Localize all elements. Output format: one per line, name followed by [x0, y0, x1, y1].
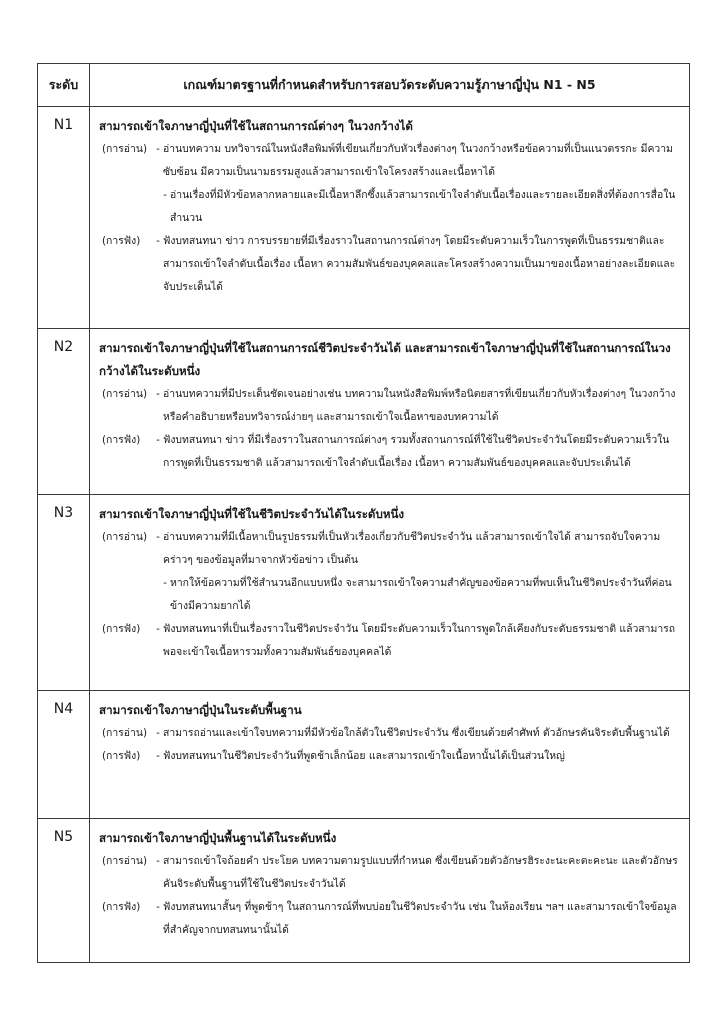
- reading-criterion: (การอ่าน) - สามารถอ่านและเข้าใจบทความที่มีหัวข้อใกล้ตัวในชีวิตประจำวัน ซึ่งเขียนด้วยคำศัพท์ ตัวอักษรคันจิระดับพื้นฐานได้: [99, 722, 681, 745]
- level-summary: สามารถเข้าใจภาษาญี่ปุ่นในระดับพื้นฐาน: [99, 703, 302, 717]
- level-column-header: ระดับ: [38, 64, 90, 107]
- reading-text: อ่านเรื่องที่มีหัวข้อหลากหลายและมีเนื้อหาลึกซึ้งแล้วสามารถเข้าใจลำดับเนื้อเรื่องและรายละเอียดสิ่งที่ต้องการสื่อในสำนวน: [170, 189, 676, 224]
- level-label: N3: [38, 495, 90, 691]
- criteria-cell: [90, 107, 690, 329]
- reading-criterion: (การอ่าน) - อ่านบทความที่มีเนื้อหาเป็นรูปธรรมที่เป็นหัวเรื่องเกี่ยวกับชีวิตประจำวัน แล้วสามารถเข้าใจได้ สามารถจับใจความคร่าวๆ ของข้อมูลที่มาจากหัวข้อข่าว เป็นต้น: [99, 526, 681, 572]
- reading-tag: (การอ่าน): [102, 727, 147, 739]
- listening-tag: (การฟัง): [102, 901, 141, 913]
- listening-criterion: (การฟัง) - ฟังบทสนทนา ข่าว การบรรยายที่มีเรื่องราวในสถานการณ์ต่างๆ โดยมีระดับความเร็วในการพูดที่เป็นธรรมชาติและสามารถเข้าใจลำดับเนื้อเรื่อง เนื้อหา ความสัมพันธ์ของบุคคลและโครงสร้างความเป็นมาของเนื้อหาอย่างละเอียดและจับประเด็นได้: [99, 230, 681, 299]
- reading-criterion: (การอ่าน) - สามารถเข้าใจถ้อยคำ ประโยค บทความตามรูปแบบที่กำหนด ซึ่งเขียนด้วยตัวอักษรฮิระงะนะคะตะคะนะ และตัวอักษรคันจิระดับพื้นฐานที่ใช้ในชีวิตประจำวันได้: [99, 850, 681, 896]
- criteria-cell: [90, 819, 690, 963]
- level-label: N2: [38, 329, 90, 495]
- listening-text: ฟังบทสนทนาสั้นๆ ที่พูดช้าๆ ในสถานการณ์ที่พบบ่อยในชีวิตประจำวัน เช่น ในห้องเรียน ฯลฯ และสามารถเข้าใจข้อมูลที่สำคัญจากบทสนทนานั้นได้: [163, 901, 677, 936]
- listening-tag: (การฟัง): [102, 235, 141, 247]
- criteria-cell: [90, 329, 690, 495]
- level-summary: สามารถเข้าใจภาษาญี่ปุ่นพื้นฐานได้ในระดับหนึ่ง: [99, 831, 337, 845]
- listening-criterion: (การฟัง) - ฟังบทสนทนา ข่าว ที่มีเรื่องราวในสถานการณ์ต่างๆ รวมทั้งสถานการณ์ที่ใช้ในชีวิตประจำวันโดยมีระดับความเร็วในการพูดที่เป็นธรรมชาติ แล้วสามารถเข้าใจลำดับเนื้อเรื่อง เนื้อหา ความสัมพันธ์ของบุคคลและจับประเด็นได้: [99, 429, 681, 475]
- reading-tag: (การอ่าน): [102, 388, 147, 400]
- jlpt-criteria-table: [37, 63, 690, 963]
- listening-text: ฟังบทสนทนา ข่าว การบรรยายที่มีเรื่องราวในสถานการณ์ต่างๆ โดยมีระดับความเร็วในการพูดที่เป็นธรรมชาติและสามารถเข้าใจลำดับเนื้อเรื่อง เนื้อหา ความสัมพันธ์ของบุคคลและโครงสร้างความเป็นมาของเนื้อหาอย่างละเอียดและจับประเด็นได้: [163, 235, 676, 293]
- reading-tag: (การอ่าน): [102, 531, 147, 543]
- reading-criterion: - หากให้ข้อความที่ใช้สำนวนอีกแบบหนึ่ง จะสามารถเข้าใจความสำคัญของข้อความที่พบเห็นในชีวิตประจำวันที่ค่อนข้างมีความยากได้: [99, 572, 681, 618]
- level-row-n5: [38, 819, 690, 963]
- level-row-n2: [38, 329, 690, 495]
- reading-text: อ่านบทความ บทวิจารณ์ในหนังสือพิมพ์ที่เขียนเกี่ยวกับหัวเรื่องต่างๆ ในวงกว้างหรือข้อความที่เป็นแนวตรรกะ มีความซับซ้อน มีความเป็นนามธรรมสูงแล้วสามารถเข้าใจโครงสร้างและเนื้อหาได้: [163, 143, 673, 178]
- listening-text: ฟังบทสนทนาในชีวิตประจำวันที่พูดช้าเล็กน้อย และสามารถเข้าใจเนื้อหานั้นได้เป็นส่วนใหญ่: [163, 750, 565, 762]
- listening-criterion: (การฟัง) - ฟังบทสนทนาในชีวิตประจำวันที่พูดช้าเล็กน้อย และสามารถเข้าใจเนื้อหานั้นได้เป็นส่วนใหญ่: [99, 745, 681, 768]
- listening-tag: (การฟัง): [102, 434, 141, 446]
- level-summary: สามารถเข้าใจภาษาญี่ปุ่นที่ใช้ในสถานการณ์ต่างๆ ในวงกว้างได้: [99, 119, 413, 133]
- reading-criterion: (การอ่าน) - อ่านบทความ บทวิจารณ์ในหนังสือพิมพ์ที่เขียนเกี่ยวกับหัวเรื่องต่างๆ ในวงกว้างหรือข้อความที่เป็นแนวตรรกะ มีความซับซ้อน มีความเป็นนามธรรมสูงแล้วสามารถเข้าใจโครงสร้างและเนื้อหาได้: [99, 138, 681, 184]
- level-summary: สามารถเข้าใจภาษาญี่ปุ่นที่ใช้ในชีวิตประจำวันได้ในระดับหนึ่ง: [99, 507, 405, 521]
- level-label: N1: [38, 107, 90, 329]
- listening-tag: (การฟัง): [102, 623, 141, 635]
- level-label: N4: [38, 691, 90, 819]
- reading-criterion: - อ่านเรื่องที่มีหัวข้อหลากหลายและมีเนื้อหาลึกซึ้งแล้วสามารถเข้าใจลำดับเนื้อเรื่องและรายละเอียดสิ่งที่ต้องการสื่อในสำนวน: [99, 184, 681, 230]
- reading-tag: (การอ่าน): [102, 855, 147, 867]
- level-row-n1: [38, 107, 690, 329]
- header-row: [38, 64, 690, 107]
- criteria-column-header: เกณฑ์มาตรฐานที่กำหนดสำหรับการสอบวัดระดับความรู้ภาษาญี่ปุ่น N1 - N5: [90, 64, 690, 107]
- reading-text: หากให้ข้อความที่ใช้สำนวนอีกแบบหนึ่ง จะสามารถเข้าใจความสำคัญของข้อความที่พบเห็นในชีวิตประจำวันที่ค่อนข้างมีความยากได้: [170, 577, 672, 612]
- level-label: N5: [38, 819, 90, 963]
- reading-text: สามารถอ่านและเข้าใจบทความที่มีหัวข้อใกล้ตัวในชีวิตประจำวัน ซึ่งเขียนด้วยคำศัพท์ ตัวอักษรคันจิระดับพื้นฐานได้: [163, 727, 670, 739]
- reading-text: อ่านบทความที่มีเนื้อหาเป็นรูปธรรมที่เป็นหัวเรื่องเกี่ยวกับชีวิตประจำวัน แล้วสามารถเข้าใจได้ สามารถจับใจความคร่าวๆ ของข้อมูลที่มาจากหัวข้อข่าว เป็นต้น: [163, 531, 661, 566]
- listening-criterion: (การฟัง) - ฟังบทสนทนาที่เป็นเรื่องราวในชีวิตประจำวัน โดยมีระดับความเร็วในการพูดใกล้เคียงกับระดับธรรมชาติ แล้วสามารถพอจะเข้าใจเนื้อหารวมทั้งความสัมพันธ์ของบุคคลได้: [99, 618, 681, 664]
- reading-text: สามารถเข้าใจถ้อยคำ ประโยค บทความตามรูปแบบที่กำหนด ซึ่งเขียนด้วยตัวอักษรฮิระงะนะคะตะคะนะ และตัวอักษรคันจิระดับพื้นฐานที่ใช้ในชีวิตประจำวันได้: [163, 855, 678, 890]
- reading-tag: (การอ่าน): [102, 143, 147, 155]
- listening-text: ฟังบทสนทนา ข่าว ที่มีเรื่องราวในสถานการณ์ต่างๆ รวมทั้งสถานการณ์ที่ใช้ในชีวิตประจำวันโดยมีระดับความเร็วในการพูดที่เป็นธรรมชาติ แล้วสามารถเข้าใจลำดับเนื้อเรื่อง เนื้อหา ความสัมพันธ์ของบุคคลและจับประเด็นได้: [163, 434, 670, 469]
- listening-text: ฟังบทสนทนาที่เป็นเรื่องราวในชีวิตประจำวัน โดยมีระดับความเร็วในการพูดใกล้เคียงกับระดับธรรมชาติ แล้วสามารถพอจะเข้าใจเนื้อหารวมทั้งความสัมพันธ์ของบุคคลได้: [163, 623, 676, 658]
- level-summary: สามารถเข้าใจภาษาญี่ปุ่นที่ใช้ในสถานการณ์ชีวิตประจำวันได้ และสามารถเข้าใจภาษาญี่ปุ่นที่ใช้ในสถานการณ์ในวงกว้างได้ในระดับหนึ่ง: [99, 341, 671, 378]
- criteria-cell: [90, 495, 690, 691]
- level-row-n4: [38, 691, 690, 819]
- listening-criterion: (การฟัง) - ฟังบทสนทนาสั้นๆ ที่พูดช้าๆ ในสถานการณ์ที่พบบ่อยในชีวิตประจำวัน เช่น ในห้องเรียน ฯลฯ และสามารถเข้าใจข้อมูลที่สำคัญจากบทสนทนานั้นได้: [99, 896, 681, 942]
- reading-criterion: (การอ่าน) - อ่านบทความที่มีประเด็นชัดเจนอย่างเช่น บทความในหนังสือพิมพ์หรือนิตยสารที่เขียนเกี่ยวกับหัวเรื่องต่างๆ ในวงกว้าง หรือคำอธิบายหรือบทวิจารณ์ง่ายๆ และสามารถเข้าใจเนื้อหาของบทความได้: [99, 383, 681, 429]
- level-row-n3: [38, 495, 690, 691]
- criteria-cell: [90, 691, 690, 819]
- listening-tag: (การฟัง): [102, 750, 141, 762]
- reading-text: อ่านบทความที่มีประเด็นชัดเจนอย่างเช่น บทความในหนังสือพิมพ์หรือนิตยสารที่เขียนเกี่ยวกับหัวเรื่องต่างๆ ในวงกว้าง หรือคำอธิบายหรือบทวิจารณ์ง่ายๆ และสามารถเข้าใจเนื้อหาของบทความได้: [163, 388, 676, 423]
